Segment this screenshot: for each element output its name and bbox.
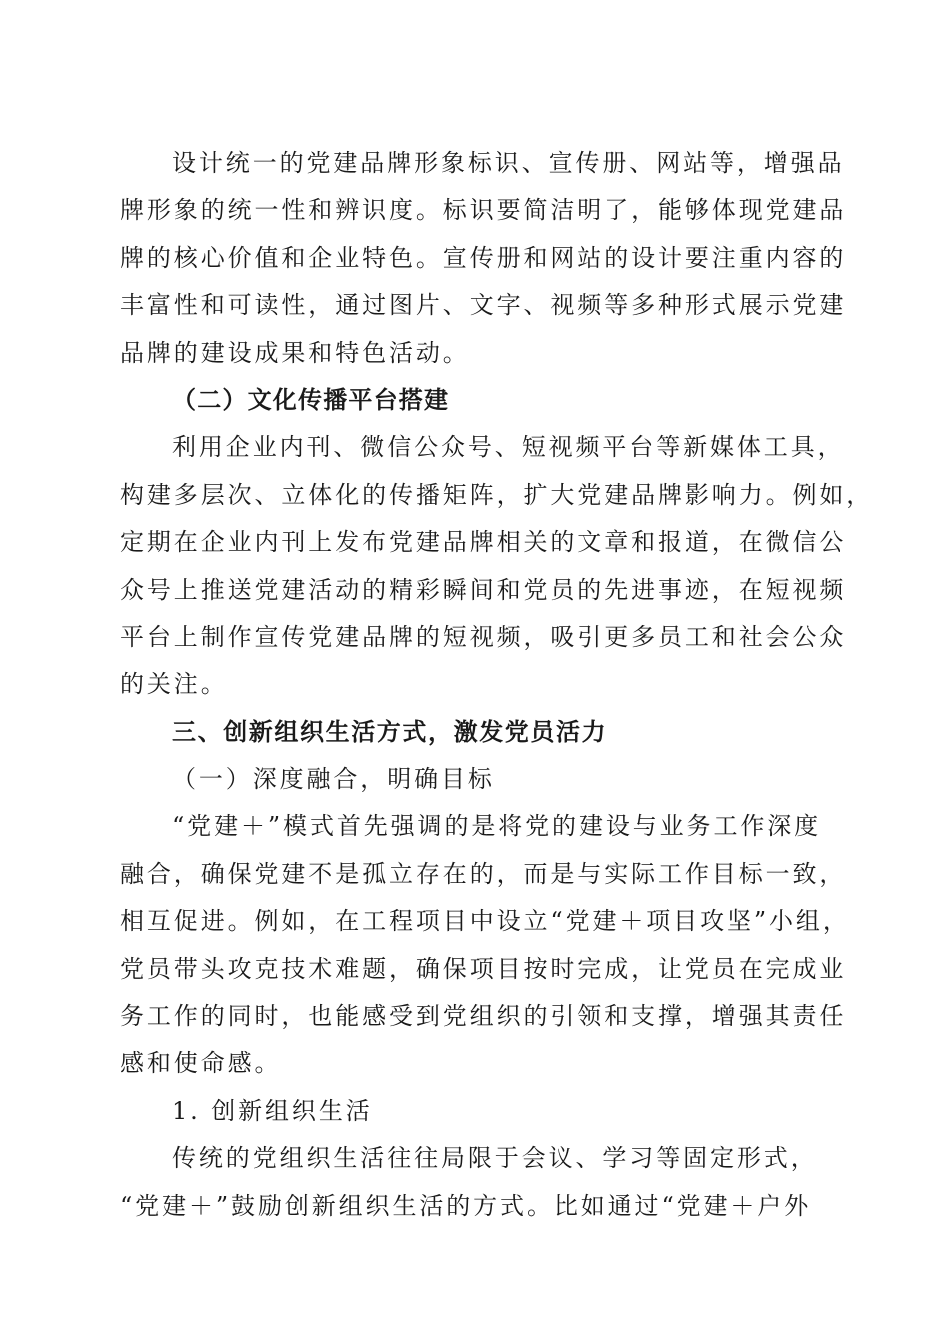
paragraph-line: 相互促进。例如，在工程项目中设立“党建＋项目攻坚”小组， <box>120 907 850 936</box>
paragraph-line: 牌形象的统一性和辨识度。标识要简洁明了，能够体现党建品 <box>120 196 847 225</box>
paragraph-line: 的关注。 <box>120 670 228 699</box>
paragraph-line: 品牌的建设成果和特色活动。 <box>120 338 470 367</box>
paragraph-line: 牌的核心价值和企业特色。宣传册和网站的设计要注重内容的 <box>120 243 847 272</box>
paragraph-line: 众号上推送党建活动的精彩瞬间和党员的先进事迹，在短视频 <box>120 575 847 604</box>
paragraph-line: 务工作的同时，也能感受到党组织的引领和支撑，增强其责任 <box>120 1002 847 1031</box>
paragraph-line: 平台上制作宣传党建品牌的短视频，吸引更多员工和社会公众 <box>120 622 847 651</box>
numbered-item-heading: 1. 创新组织生活 <box>172 1096 373 1125</box>
paragraph-line: 定期在企业内刊上发布党建品牌相关的文章和报道，在微信公 <box>120 528 847 557</box>
paragraph-line: 感和使命感。 <box>120 1049 282 1078</box>
paragraph-line: “党建＋”鼓励创新组织生活的方式。比如通过“党建＋户外 <box>120 1191 812 1220</box>
paragraph-line: 传统的党组织生活往往局限于会议、学习等固定形式， <box>172 1144 818 1173</box>
paragraph-line: 设计统一的党建品牌形象标识、宣传册、网站等，增强品 <box>172 149 845 177</box>
subheading-culture-platform: （二）文化传播平台搭建 <box>172 385 450 414</box>
subheading-deep-integration: （一）深度融合，明确目标 <box>172 765 495 794</box>
paragraph-line: “党建＋”模式首先强调的是将党的建设与业务工作深度 <box>172 812 822 841</box>
document-body <box>120 140 874 1230</box>
paragraph-line: 利用企业内刊、微信公众号、短视频平台等新媒体工具， <box>172 433 845 462</box>
section-heading-three: 三、创新组织生活方式，激发党员活力 <box>172 717 608 746</box>
paragraph-line: 党员带头攻克技术难题，确保项目按时完成，让党员在完成业 <box>120 954 847 983</box>
paragraph-line: 构建多层次、立体化的传播矩阵，扩大党建品牌影响力。例如， <box>120 480 874 509</box>
paragraph-line: 丰富性和可读性，通过图片、文字、视频等多种形式展示党建 <box>120 291 847 320</box>
paragraph-line: 融合，确保党建不是孤立存在的，而是与实际工作目标一致， <box>120 859 847 888</box>
